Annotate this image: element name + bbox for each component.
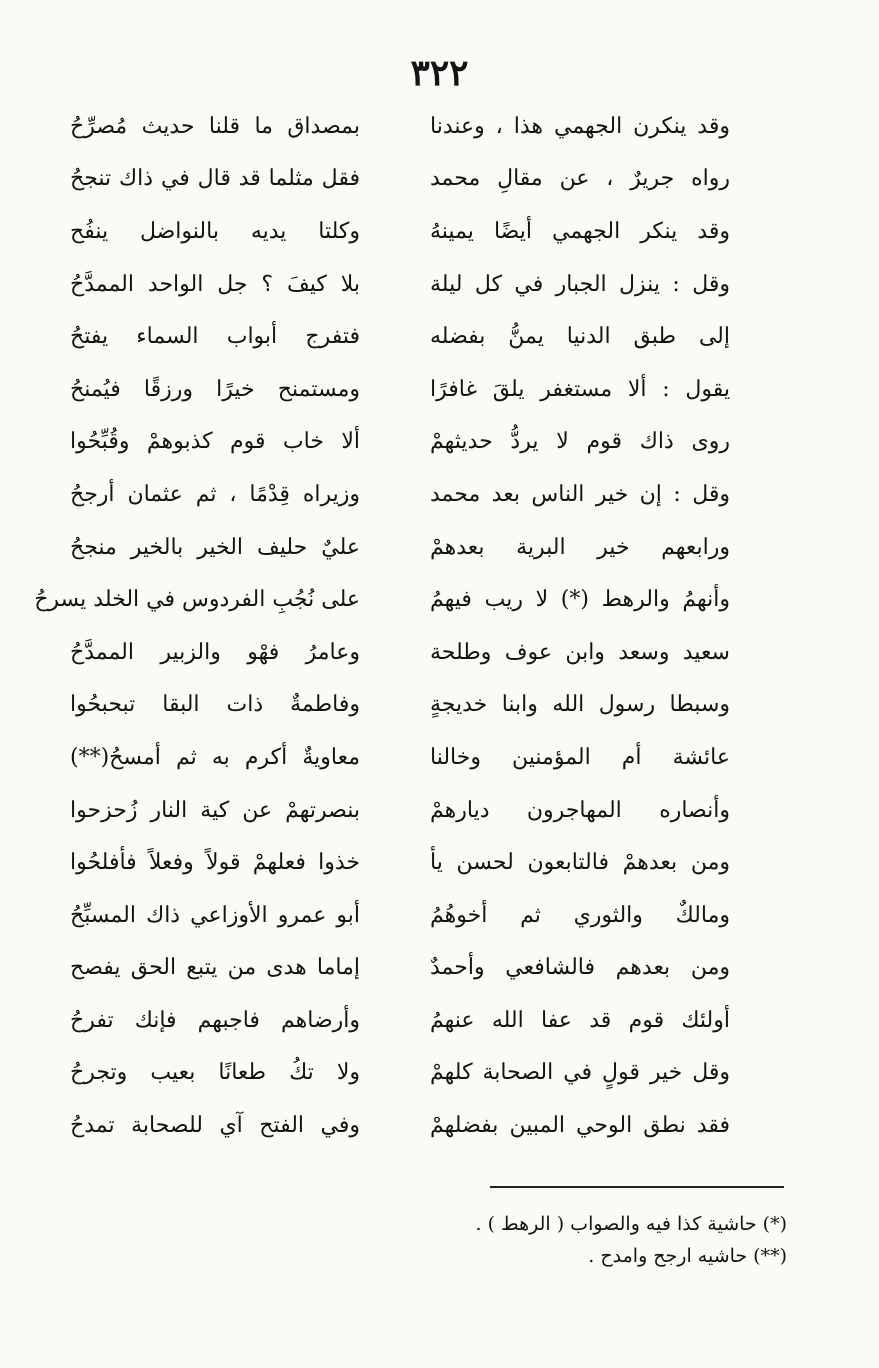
footnote-marker: (**) — [753, 1245, 787, 1267]
footnote-text: حاشية كذا فيه والصواب ( الرهط ) . — [475, 1213, 757, 1235]
second-hemistich: بلا كيفَ ؟ جل الواحد الممدَّحُ — [70, 271, 360, 297]
second-hemistich: عليٌ حليف الخير بالخير منجحُ — [70, 534, 360, 560]
verse-line — [70, 994, 730, 1047]
first-hemistich: أولئك قوم قد عفا الله عنهمُ — [430, 1007, 730, 1033]
page-number: ٣٢٢ — [410, 52, 469, 94]
first-hemistich: وقد ينكرن الجهمي هذا ، وعندنا — [430, 113, 730, 139]
footnote — [367, 1208, 787, 1240]
verse-line — [70, 100, 730, 153]
first-hemistich: وسبطا رسول الله وابنا خديجةٍ — [430, 692, 730, 718]
verse-line — [70, 1047, 730, 1100]
first-hemistich: عائشة أم المؤمنين وخالنا — [430, 744, 730, 770]
second-hemistich: وكلتا يديه بالنواضل ينفُح — [70, 218, 360, 244]
second-hemistich: ومستمنح خيرًا ورزقًا فيُمنحُ — [70, 376, 360, 402]
first-hemistich: رواه جريرٌ ، عن مقالِ محمد — [430, 166, 730, 192]
first-hemistich: إلى طبق الدنيا يمنُّ بفضله — [430, 324, 730, 350]
footnote — [367, 1240, 787, 1272]
verse-line — [70, 731, 730, 784]
first-hemistich: وقد ينكر الجهمي أيضًا يمينهُ — [430, 218, 730, 244]
second-hemistich: بمصداق ما قلنا حديث مُصرِّحُ — [70, 113, 360, 139]
verse-line — [70, 521, 730, 574]
first-hemistich: فقد نطق الوحي المبين بفضلهمْ — [430, 1113, 730, 1139]
second-hemistich: خذوا فعلهمْ قولاً وفعلاً فأفلحُوا — [70, 850, 360, 876]
first-hemistich: وقل : ينزل الجبار في كل ليلة — [430, 271, 730, 297]
second-hemistich: فقل مثلما قد قال في ذاك تنجحُ — [70, 166, 360, 192]
second-hemistich: وأرضاهم فاجبهم فإنك تفرحُ — [70, 1007, 360, 1033]
second-hemistich: وزيراه قِدْمًا ، ثم عثمان أرجحُ — [70, 481, 360, 507]
footnote-marker: (*) — [762, 1213, 787, 1235]
verse-line — [70, 363, 730, 416]
second-hemistich: وفاطمةٌ ذات البقا تبحبحُوا — [70, 692, 360, 718]
verse-line — [70, 416, 730, 469]
footnote-divider — [490, 1186, 784, 1188]
verse-line — [70, 942, 730, 995]
first-hemistich: روى ذاك قوم لا يردُّ حديثهمْ — [430, 429, 730, 455]
first-hemistich: وأنهمُ والرهط (*) لا ريب فيهمُ — [430, 587, 730, 613]
verse-line — [34, 573, 730, 626]
first-hemistich: ومالكٌ والثوري ثم أخوهُمُ — [430, 902, 730, 928]
verse-line — [70, 836, 730, 889]
verse-line — [70, 258, 730, 311]
first-hemistich: سعيد وسعد وابن عوف وطلحة — [430, 639, 730, 665]
first-hemistich: ورابعهم خير البرية بعدهمْ — [430, 534, 730, 560]
first-hemistich: ومن بعدهم فالشافعي وأحمدٌ — [430, 955, 730, 981]
second-hemistich: معاويةٌ أكرم به ثم أمسحُ(**) — [70, 744, 360, 770]
second-hemistich: فتفرج أبواب السماء يفتحُ — [70, 324, 360, 350]
first-hemistich: يقول : ألا مستغفر يلقَ غافرًا — [430, 376, 730, 402]
second-hemistich: على نُجُبِ الفردوس في الخلد يسرحُ — [34, 587, 360, 613]
first-hemistich: ومن بعدهمْ فالتابعون لحسن يأ — [430, 850, 730, 876]
verse-line — [70, 1099, 730, 1152]
second-hemistich: بنصرتهمْ عن كية النار زُحزحوا — [70, 797, 360, 823]
poem — [34, 100, 730, 1152]
second-hemistich: ولا تكُ طعانًا بعيب وتجرحُ — [70, 1060, 360, 1086]
verse-line — [70, 626, 730, 679]
verse-line — [70, 468, 730, 521]
second-hemistich: وفي الفتح آي للصحابة تمدحُ — [70, 1113, 360, 1139]
verse-line — [70, 310, 730, 363]
second-hemistich: إماما هدى من يتبع الحق يفصح — [70, 955, 360, 981]
first-hemistich: وقل : إن خير الناس بعد محمد — [430, 481, 730, 507]
second-hemistich: ألا خاب قوم كذبوهمْ وقُبِّحُوا — [70, 429, 360, 455]
verse-line — [70, 679, 730, 732]
second-hemistich: وعامرُ فهْو والزبير الممدَّحُ — [70, 639, 360, 665]
second-hemistich: أبو عمرو الأوزاعي ذاك المسبِّحُ — [70, 902, 360, 928]
first-hemistich: وأنصاره المهاجرون ديارهمْ — [430, 797, 730, 823]
footnotes — [367, 1208, 787, 1272]
footnote-text: حاشيه ارجح وامدح . — [588, 1245, 748, 1267]
verse-line — [70, 205, 730, 258]
verse-line — [70, 153, 730, 206]
verse-line — [70, 784, 730, 837]
verse-line — [70, 889, 730, 942]
first-hemistich: وقل خير قولٍ في الصحابة كلهمْ — [430, 1060, 730, 1086]
